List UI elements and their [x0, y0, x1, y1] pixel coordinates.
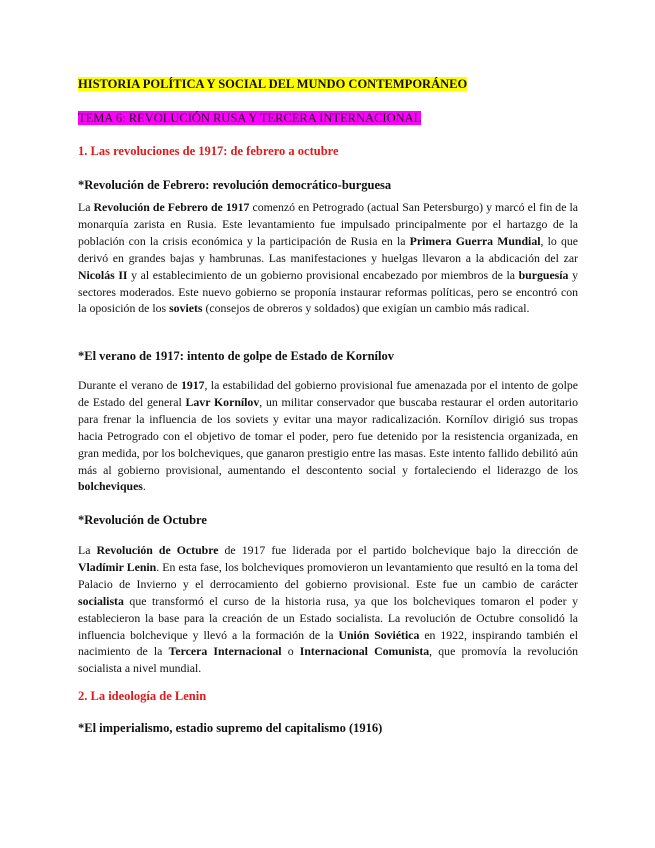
text-run: y sectores moderados. Este nuevo gobierno se proponía instaurar reformas políticas, pero se encontró con la oposición de los	[78, 267, 578, 316]
bold-term: Tercera Internacional	[168, 644, 282, 659]
text-run: Durante el verano de	[78, 378, 181, 392]
bold-term: 1917	[180, 378, 205, 392]
text-run: , un militar conservador que buscaba restaurar el orden autoritario para frenar la influencia de los soviets y evitar una mayor radicalización. Kornílov dirigió sus tropas hacia Petrogrado con el objetivo de tomar el poder, pero fue detenido por la resistencia organizada, en gran medida, por los bolcheviques, que ganaron prestigio entre las masas. Este intento fallido debilitó aún más al gobierno provisional, aumentando el descontento social y fortaleciendo el liderazgo de los	[78, 394, 578, 477]
subsection-heading-imperialismo: *El imperialismo, estadio supremo del capitalismo (1916)	[78, 721, 383, 735]
text-run: de 1917 fue liderada por el partido bolchevique bajo la dirección de	[218, 543, 578, 557]
bold-term: Primera Guerra Mundial	[409, 233, 541, 248]
bold-term: bolcheviques	[78, 479, 143, 494]
bold-term: soviets	[169, 301, 203, 316]
subsection-heading-febrero: *Revolución de Febrero: revolución democrático-burguesa	[78, 178, 392, 192]
paragraph-kornilov	[78, 377, 578, 495]
section-heading-2: 2. La ideología de Lenin	[78, 689, 207, 703]
subsection-heading-kornilov: *El verano de 1917: intento de golpe de Estado de Kornílov	[78, 349, 394, 363]
text-run: (consejos de obreros y soldados) que exigían un cambio más radical.	[202, 301, 530, 316]
bold-term: socialista	[78, 593, 124, 608]
paragraph-febrero	[78, 199, 578, 317]
text-run: La	[78, 200, 94, 214]
bold-term: Lavr Kornílov	[185, 394, 260, 409]
text-run: , lo que derivó en grandes bajas y hambrunas. Las manifestaciones y huelgas llevaron a la abdicación del zar	[78, 233, 578, 265]
bold-term: Nicolás II	[78, 267, 128, 282]
bold-term: Vladímir Lenin	[78, 559, 157, 574]
course-title-text: HISTORIA POLÍTICA Y SOCIAL DEL MUNDO CONTEMPORÁNEO	[78, 77, 468, 91]
course-title	[78, 76, 578, 92]
text-run: en 1922, inspirando también el nacimiento de la	[78, 627, 578, 659]
subsection-heading-octubre: *Revolución de Octubre	[78, 513, 207, 527]
text-run: La	[78, 543, 97, 557]
bold-term: Revolución de Octubre	[96, 543, 219, 557]
section-heading-1: 1. Las revoluciones de 1917: de febrero a octubre	[78, 144, 339, 158]
text-run: comenzó en Petrogrado (actual San Petersburgo) y marcó el fin de la monarquía zarista en Rusia. Este levantamiento fue impulsado principalmente por el hartazgo de la población con la crisis económica y la participación de Rusia en la	[78, 200, 578, 248]
text-run: que transformó el curso de la historia rusa, ya que los bolcheviques tomaron el poder y establecieron la base para la creación de un Estado socialista. La revolución de Octubre consolidó la influencia bolchevique y llevó a la formación de la	[78, 593, 578, 642]
topic-title-text: TEMA 6: REVOLUCIÓN RUSA Y TERCERA INTERNACIONAL	[78, 111, 422, 125]
text-run: . En esta fase, los bolcheviques promovieron un levantamiento que resultó en la toma del Palacio de Invierno y el derrocamiento del gobierno provisional. Este fue un cambio de carácter	[78, 559, 578, 591]
text-run: .	[142, 479, 146, 494]
topic-title	[78, 110, 578, 126]
bold-term: Internacional Comunista	[299, 644, 430, 659]
text-run: , la estabilidad del gobierno provisional fue amenazada por el intento de golpe de Estado del general	[78, 378, 578, 409]
bold-term: Unión Soviética	[338, 627, 420, 642]
bold-term: burguesía	[518, 267, 569, 282]
paragraph-octubre	[78, 542, 578, 677]
text-run: y al establecimiento de un gobierno provisional encabezado por miembros de la	[127, 267, 519, 282]
text-run: , que promovía la revolución socialista a nivel mundial.	[78, 644, 578, 676]
text-run: o	[281, 644, 300, 659]
bold-term: Revolución de Febrero de 1917	[93, 200, 250, 214]
